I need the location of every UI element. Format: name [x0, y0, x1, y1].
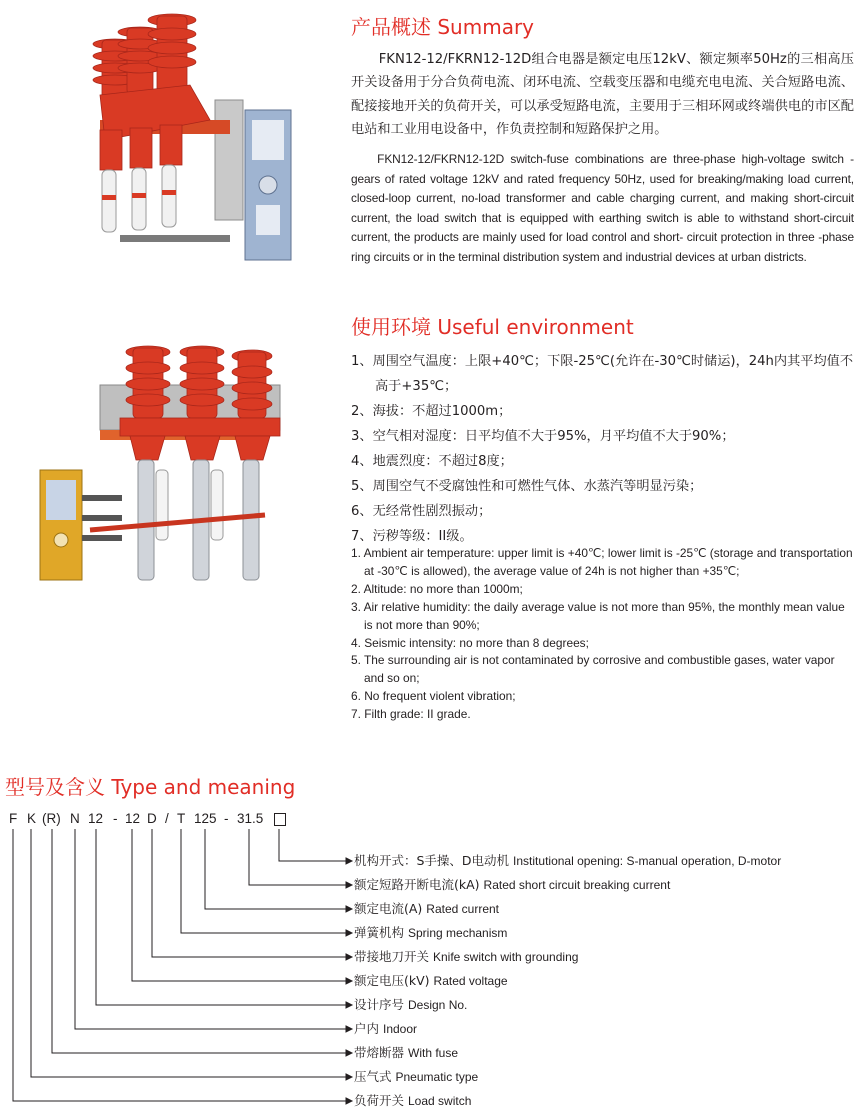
- meaning-indoor: [354, 1021, 417, 1037]
- environment-item-en: 3. Air relative humidity: the daily average value is not more than 95%, the monthly mean value is not more than 90%;: [351, 599, 845, 632]
- environment-item-en: 6. No frequent violent vibration;: [351, 689, 516, 704]
- meaning-en: Rated short circuit breaking current: [483, 878, 671, 892]
- code-char-r: (R): [42, 811, 61, 826]
- meaning-cn: 带接地刀开关: [354, 949, 430, 964]
- meaning-grounding-knife-switch: [354, 949, 578, 965]
- code-char-voltage: 12: [125, 811, 141, 826]
- meaning-short-circuit-breaking-current: [354, 877, 670, 893]
- meaning-cn: 设计序号: [354, 997, 405, 1012]
- meaning-cn: 弹簧机构: [354, 925, 405, 940]
- code-char-n: N: [70, 811, 80, 826]
- meaning-cn: 额定电流(A): [354, 901, 423, 916]
- meaning-en: Pneumatic type: [395, 1070, 479, 1084]
- code-char-t: T: [177, 811, 186, 826]
- type-meaning-heading: 型号及含义 Type and meaning: [5, 775, 296, 799]
- summary-text-en: FKN12-12/FKRN12-12D switch-fuse combinations are three-phase high-voltage switch -gears of rated voltage 12kV and rated frequency 50Hz, used for breaking/making load current, closed-loop current, no-load transformer and cable charging current, and making short-circuit current, the load switch that is equipped with earthing switch is able to withstand short-circuit current, the products are mainly used for load control and short- circuit protection in three -phase ring circuits or in the terminal distribution system and industrial devices at urban districts.: [351, 152, 854, 264]
- environment-item-en: 4. Seismic intensity: no more than 8 degrees;: [351, 635, 589, 650]
- meaning-cn: 额定电压(kV): [354, 973, 430, 988]
- code-char-f: F: [9, 811, 18, 826]
- meaning-en: Rated voltage: [433, 974, 508, 988]
- meaning-cn: 负荷开关: [354, 1093, 405, 1108]
- code-char-current: 125: [194, 811, 217, 826]
- meaning-load-switch: [354, 1093, 471, 1109]
- environment-item-cn: 3、空气相对湿度：日平均值不大于95%，月平均值不大于90%；: [351, 429, 735, 444]
- meaning-en: Rated current: [426, 902, 499, 916]
- code-char-k: K: [27, 811, 37, 826]
- meaning-cn: 压气式: [354, 1069, 392, 1084]
- meaning-en: Load switch: [408, 1094, 472, 1108]
- code-char-design-no: 12: [88, 811, 104, 826]
- meaning-spring-mechanism: [354, 925, 507, 941]
- environment-item-en: 1. Ambient air temperature: upper limit is +40℃; lower limit is -25℃ (storage and transportation at -30℃ is allowed), the average value of 24h is not higher than +35℃;: [351, 546, 853, 578]
- environment-item-cn: 5、周围空气不受腐蚀性和可燃性气体、水蒸汽等明显污染；: [351, 479, 703, 494]
- environment-item-en: 5. The surrounding air is not contaminated by corrosive and combustible gases, water vapor and so on;: [351, 653, 835, 686]
- meaning-rated-voltage: [354, 973, 508, 989]
- meaning-with-fuse: [354, 1045, 458, 1061]
- environment-item-cn: 6、无经常性剧烈振动；: [351, 504, 492, 519]
- code-char-d: D: [147, 811, 157, 826]
- code-char-dash: -: [113, 811, 118, 826]
- meaning-pneumatic-type: [354, 1069, 478, 1085]
- meaning-en: Institutional opening: S-manual operation, D-motor: [513, 854, 782, 868]
- meaning-rated-current: [354, 901, 499, 917]
- summary-heading: 产品概述 Summary: [351, 15, 535, 39]
- meaning-en: Indoor: [383, 1022, 418, 1036]
- meaning-en: With fuse: [408, 1046, 459, 1060]
- meaning-cn: 额定短路开断电流(kA): [354, 877, 480, 892]
- meaning-cn: 带熔断器: [354, 1045, 405, 1060]
- environment-item-en: 2. Altitude: no more than 1000m;: [351, 581, 523, 596]
- code-char-dash-2: -: [224, 811, 229, 826]
- meaning-cn: 机构开式：S手操、D电动机: [354, 853, 510, 868]
- code-char-slash: /: [165, 811, 169, 826]
- meaning-en: Spring mechanism: [408, 926, 508, 940]
- environment-item-cn: 4、地震烈度：不超过8度；: [351, 454, 513, 469]
- meaning-operating-mechanism: [354, 853, 781, 869]
- code-char-breaking: 31.5: [237, 811, 264, 826]
- environment-heading: 使用环境 Useful environment: [351, 315, 634, 339]
- meaning-design-no: [354, 997, 467, 1013]
- environment-item-en: 7. Filth grade: II grade.: [351, 707, 471, 722]
- environment-item-cn: 2、海拔：不超过1000m；: [351, 404, 512, 419]
- meaning-cn: 户内: [354, 1021, 380, 1036]
- meaning-en: Design No.: [408, 998, 468, 1012]
- meaning-en: Knife switch with grounding: [433, 950, 579, 964]
- summary-text-cn: FKN12-12/FKRN12-12D组合电器是额定电压12kV、额定频率50Hz的三相高压开关设备用于分合负荷电流、闭环电流、空载变压器和电缆充电电流、关合短路电流、配接接地开关的负荷开关，可以承受短路电流，主要用于三相环网或终端供电的市区配电站和工业用电设备中，作负责控制和短路保护之用。: [351, 52, 854, 138]
- environment-item-cn: 1、周围空气温度：上限+40℃；下限-25℃(允许在-30℃时储运)，24h内其平均值不高于+35℃；: [351, 354, 854, 394]
- environment-item-cn: 7、污秽等级：II级。: [351, 529, 473, 544]
